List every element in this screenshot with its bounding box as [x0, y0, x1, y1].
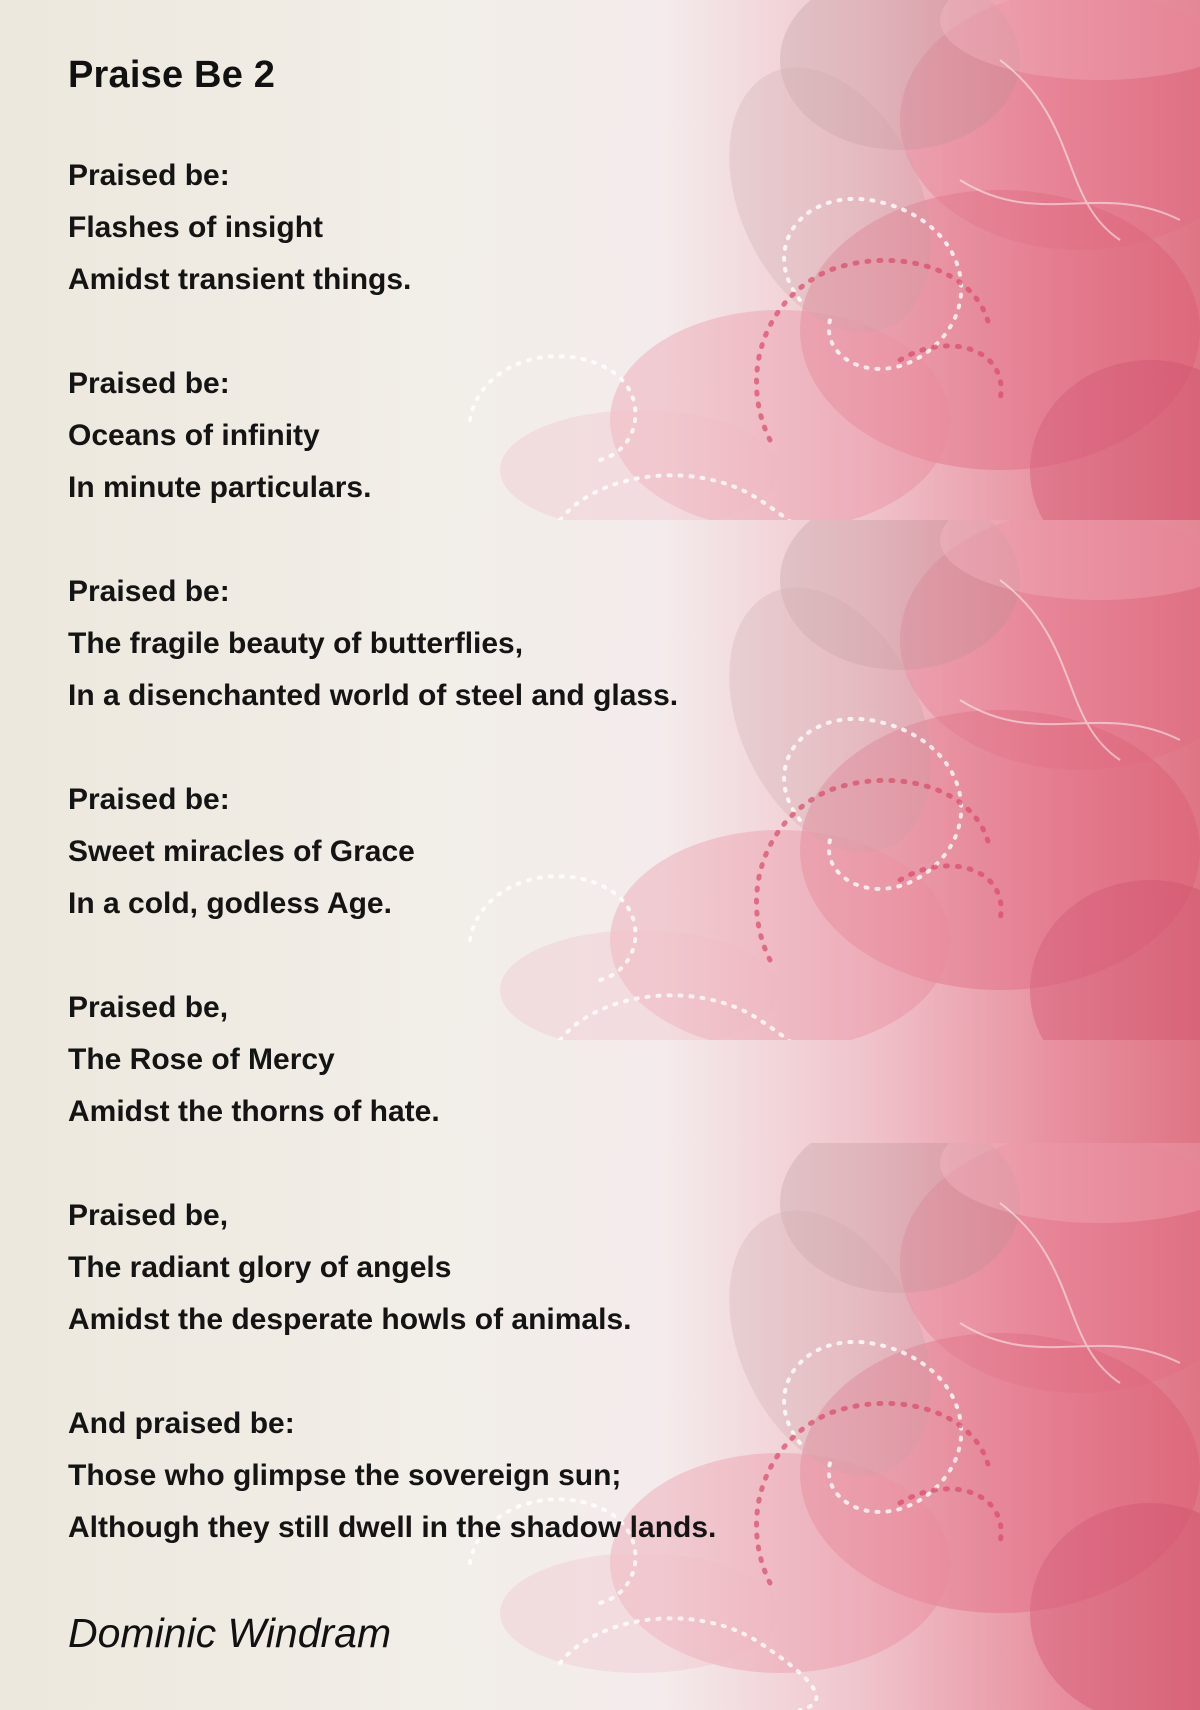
poem-line: The radiant glory of angels: [68, 1251, 452, 1284]
stanza: [68, 774, 928, 930]
poem-line: And praised be:: [68, 1407, 295, 1440]
stanza: [68, 982, 928, 1138]
poem-line: Although they still dwell in the shadow lands.: [68, 1511, 717, 1544]
poem-line: The Rose of Mercy: [68, 1043, 335, 1076]
poem-line: Praised be:: [68, 575, 230, 608]
poem-line: Praised be:: [68, 367, 230, 400]
poem-line: In a disenchanted world of steel and glass.: [68, 679, 679, 712]
poem-line: Amidst the thorns of hate.: [68, 1095, 440, 1128]
stanza: [68, 1398, 928, 1554]
poem-line: Sweet miracles of Grace: [68, 835, 415, 868]
poem-line: Praised be,: [68, 1199, 229, 1232]
poem-author: Dominic Windram: [68, 1610, 392, 1656]
stanza: [68, 566, 928, 722]
stanza: [68, 358, 928, 514]
poem-line: Amidst transient things.: [68, 263, 412, 296]
poem-line: Oceans of infinity: [68, 419, 320, 452]
stanza: [68, 150, 928, 306]
poem-line: Flashes of insight: [68, 211, 324, 244]
poem-title: Praise Be 2: [68, 54, 276, 96]
poem-line: Praised be,: [68, 991, 229, 1024]
poem-line: Those who glimpse the sovereign sun;: [68, 1459, 622, 1492]
poem-line: The fragile beauty of butterflies,: [68, 627, 524, 660]
stanza: [68, 1190, 928, 1346]
poem-line: Praised be:: [68, 159, 230, 192]
poem-line: Amidst the desperate howls of animals.: [68, 1303, 632, 1336]
poem-line: In a cold, godless Age.: [68, 887, 392, 920]
poem-body: [68, 150, 928, 1606]
poem-line: Praised be:: [68, 783, 230, 816]
poem-line: In minute particulars.: [68, 471, 372, 504]
